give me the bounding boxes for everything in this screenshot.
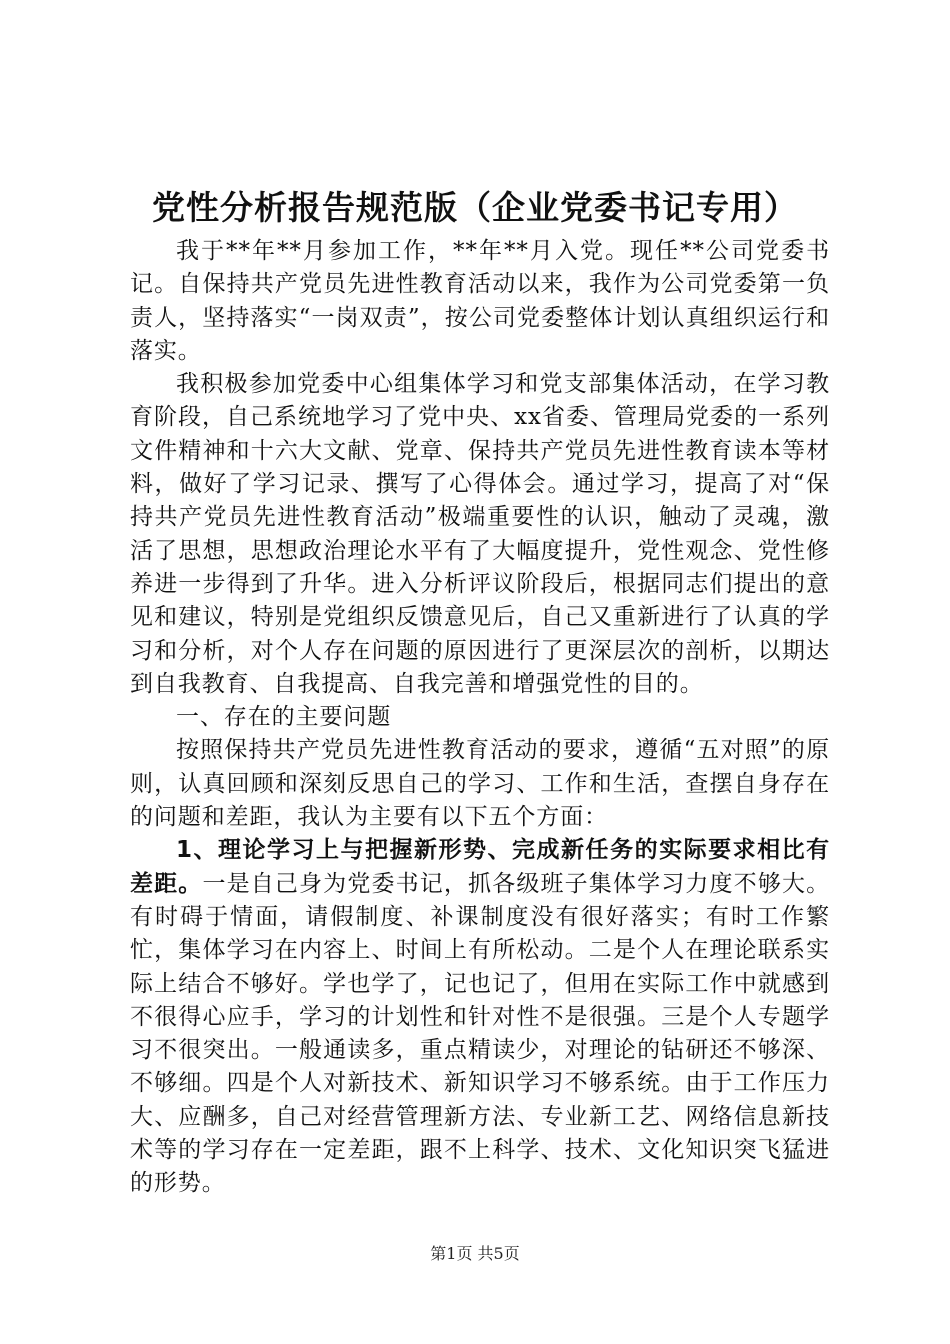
paragraph-problems-intro: 按照保持共产党员先进性教育活动的要求，遵循“五对照”的原则，认真回顾和深刻反思自己的学习、工作和生活，查摆自身存在的问题和差距，我认为主要有以下五个方面： [130, 737, 830, 831]
section-heading-main-problems: 一、存在的主要问题 [176, 704, 392, 731]
paragraph-study: 我积极参加党委中心组集体学习和党支部集体活动，在学习教育阶段，自己系统地学习了党中央、xx省委、管理局党委的一系列文件精神和十六大文献、党章、保持共产党员先进性教育读本等材料，做好了学习记录、撰写了心得体会。通过学习，提高了对“保持共产党员先进性教育活动”极端重要性的认识，触动了灵魂，激活了思想，思想政治理论水平有了大幅度提升，党性观念、党性修养进一步得到了升华。进入分析评议阶段后，根据同志们提出的意见和建议，特别是党组织反馈意见后，自己又重新进行了认真的学习和分析，对个人存在问题的原因进行了更深层次的剖析，以期达到自我教育、自我提高、自我完善和增强党性的目的。 [130, 371, 830, 697]
document-body [130, 235, 830, 1201]
paragraph-body-text: 一是自己身为党委书记，抓各级班子集体学习力度不够大。有时碍于情面，请假制度、补课制度没有很好落实；有时工作繁忙，集体学习在内容上、时间上有所松动。二是个人在理论联系实际上结合不够好。学也学了，记也记了，但用在实际工作中就感到不很得心应手，学习的计划性和针对性不是很强。三是个人专题学习不很突出。一般通读多，重点精读少，对理论的钻研还不够深、不够细。四是个人对新技术、新知识学习不够系统。由于工作压力大、应酬多，自己对经营管理新方法、专业新工艺、网络信息新技术等的学习存在一定差距，跟不上科学、技术、文化知识突飞猛进的形势。 [130, 870, 831, 1197]
paragraph-theory-study [130, 834, 830, 1200]
paragraph-intro: 我于**年**月参加工作，**年**月入党。现任**公司党委书记。自保持共产党员先进性教育活动以来，我作为公司党委第一负责人，坚持落实“一岗双责”，按公司党委整体计划认真组织运行和落实。 [130, 238, 830, 364]
paragraph-lead-sentence: 1、理论学习上与把握新形势、完成新任务的实际要求相比有差距。 [130, 837, 830, 897]
page-footer: 第1页 共5页 [430, 1244, 520, 1263]
document-title: 党性分析报告规范版（企业党委书记专用） [152, 188, 798, 227]
